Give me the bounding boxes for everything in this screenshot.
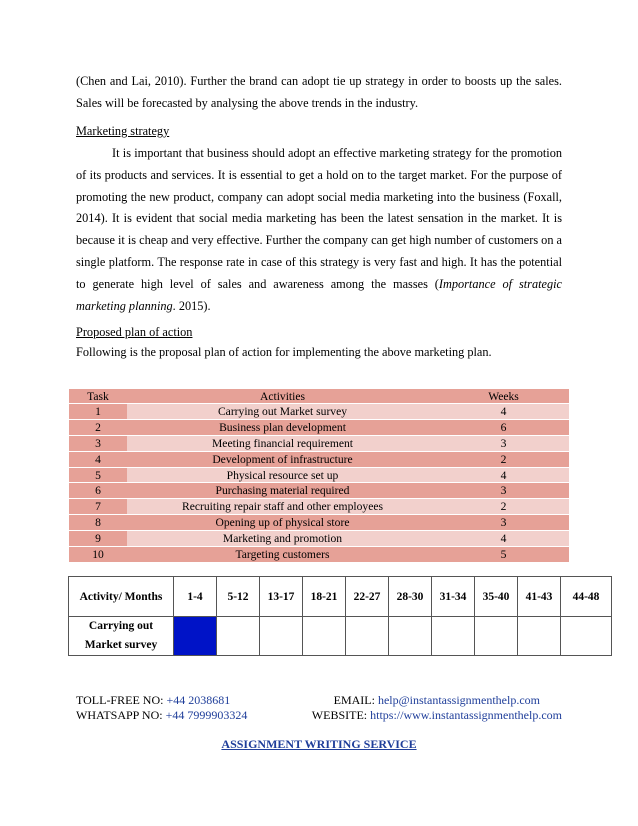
gantt-month-header: 31-34 [432, 577, 475, 617]
email-link[interactable]: help@instantassignmenthelp.com [377, 693, 540, 707]
weeks-cell: 4 [438, 531, 569, 547]
task-number-cell: 3 [69, 435, 127, 451]
gantt-row-label-line-1: Carrying out [88, 620, 154, 632]
citation-title: Importance of strategic marketing planning [76, 276, 562, 313]
gantt-corner-label: Activity/ Months [69, 577, 174, 617]
gantt-month-header: 41-43 [518, 577, 561, 617]
assignment-writing-service-link[interactable]: ASSIGNMENT WRITING SERVICE [221, 737, 417, 751]
table-row [69, 547, 569, 563]
whatsapp-info [76, 708, 247, 723]
weeks-cell: 2 [438, 499, 569, 515]
gantt-cell [217, 617, 260, 656]
website-label: WEBSITE: [311, 708, 371, 722]
tollfree-number[interactable]: +44 2038681 [166, 693, 231, 707]
email-label: EMAIL: [333, 693, 378, 707]
gantt-month-header: 18-21 [303, 577, 346, 617]
gantt-row-market-survey [69, 617, 612, 656]
table-row [69, 531, 569, 547]
weeks-cell: 3 [438, 515, 569, 531]
table-row [69, 483, 569, 499]
weeks-cell: 4 [438, 467, 569, 483]
marketing-strategy-heading: Marketing strategy [76, 124, 170, 138]
activity-cell: Development of infrastructure [127, 451, 438, 467]
gantt-month-header: 1-4 [174, 577, 217, 617]
weeks-cell: 6 [438, 419, 569, 435]
gantt-cell [518, 617, 561, 656]
activity-cell: Business plan development [127, 419, 438, 435]
proposed-plan-heading: Proposed plan of action [76, 325, 193, 339]
gantt-month-header: 35-40 [475, 577, 518, 617]
intro-line-1: (Chen and Lai, 2010). Further the brand can adopt tie up strategy in order to boosts up the sales. [76, 74, 562, 88]
gantt-row-label-line-2: Market survey [84, 639, 158, 651]
table-row [69, 435, 569, 451]
email-info [334, 693, 540, 708]
weeks-cell: 3 [438, 483, 569, 499]
gantt-cell [303, 617, 346, 656]
marketing-strategy-paragraph [76, 143, 562, 317]
plan-intro: Following is the proposal plan of action for implementing the above marketing plan. [76, 345, 492, 359]
gantt-chart-table [68, 576, 612, 656]
plan-of-action-table [69, 389, 569, 563]
tollfree-info [76, 693, 230, 708]
website-link[interactable]: https://www.instantassignmenthelp.com [370, 708, 562, 722]
table-row [69, 467, 569, 483]
gantt-cell [432, 617, 475, 656]
gantt-cell [561, 617, 612, 656]
weeks-cell: 3 [438, 435, 569, 451]
gantt-cell [260, 617, 303, 656]
header-task: Task [69, 389, 127, 404]
task-number-cell: 9 [69, 531, 127, 547]
table-row [69, 515, 569, 531]
gantt-cell-filled [174, 617, 217, 656]
task-number-cell: 4 [69, 451, 127, 467]
activity-cell: Marketing and promotion [127, 531, 438, 547]
weeks-cell: 5 [438, 547, 569, 563]
task-number-cell: 2 [69, 419, 127, 435]
task-number-cell: 1 [69, 404, 127, 420]
gantt-cell [475, 617, 518, 656]
weeks-cell: 4 [438, 404, 569, 420]
task-number-cell: 10 [69, 547, 127, 563]
intro-paragraph [76, 71, 562, 115]
whatsapp-number[interactable]: +44 7999903324 [165, 708, 248, 722]
gantt-month-header: 22-27 [346, 577, 389, 617]
weeks-cell: 2 [438, 451, 569, 467]
table-row [69, 451, 569, 467]
citation-end: . 2015). [172, 298, 211, 313]
activity-cell: Opening up of physical store [127, 515, 438, 531]
gantt-month-header: 13-17 [260, 577, 303, 617]
table-row [69, 404, 569, 420]
activity-cell: Physical resource set up [127, 467, 438, 483]
tollfree-label: TOLL-FREE NO: [76, 693, 167, 707]
task-number-cell: 6 [69, 483, 127, 499]
task-number-cell: 8 [69, 515, 127, 531]
gantt-cell [389, 617, 432, 656]
gantt-cell [346, 617, 389, 656]
plan-table-header [69, 389, 569, 404]
website-info [312, 708, 562, 723]
intro-line-2: Sales will be forecasted by analysing the above trends in the industry. [76, 95, 419, 110]
activity-cell: Carrying out Market survey [127, 404, 438, 420]
activity-cell: Meeting financial requirement [127, 435, 438, 451]
marketing-text: It is important that business should adopt an effective marketing strategy for the promotion of its products and services. It is essential to get a hold on to the target market. For the purpose of promoting the new product, company can adopt social media marketing into the business (Foxall, 2014). It is evident that social media marketing has been the latest sensation in the market. It is because it is cheap and very effective. Further the company can get high number of customers on a single platform. The response rate in case of this strategy is very fast and high. It has the potential to generate high level of sales and awareness among the masses ( [76, 146, 563, 291]
task-number-cell: 7 [69, 499, 127, 515]
activity-cell: Targeting customers [127, 547, 438, 563]
header-weeks: Weeks [438, 389, 569, 404]
whatsapp-label: WHATSAPP NO: [76, 708, 166, 722]
table-row [69, 419, 569, 435]
task-number-cell: 5 [69, 467, 127, 483]
activity-cell: Recruiting repair staff and other employees [127, 499, 438, 515]
header-activities: Activities [127, 389, 438, 404]
table-row [69, 499, 569, 515]
gantt-row-label [69, 617, 174, 656]
gantt-month-header: 5-12 [217, 577, 260, 617]
activity-cell: Purchasing material required [127, 483, 438, 499]
gantt-month-header: 44-48 [561, 577, 612, 617]
gantt-month-header: 28-30 [389, 577, 432, 617]
gantt-header-row [69, 577, 612, 617]
